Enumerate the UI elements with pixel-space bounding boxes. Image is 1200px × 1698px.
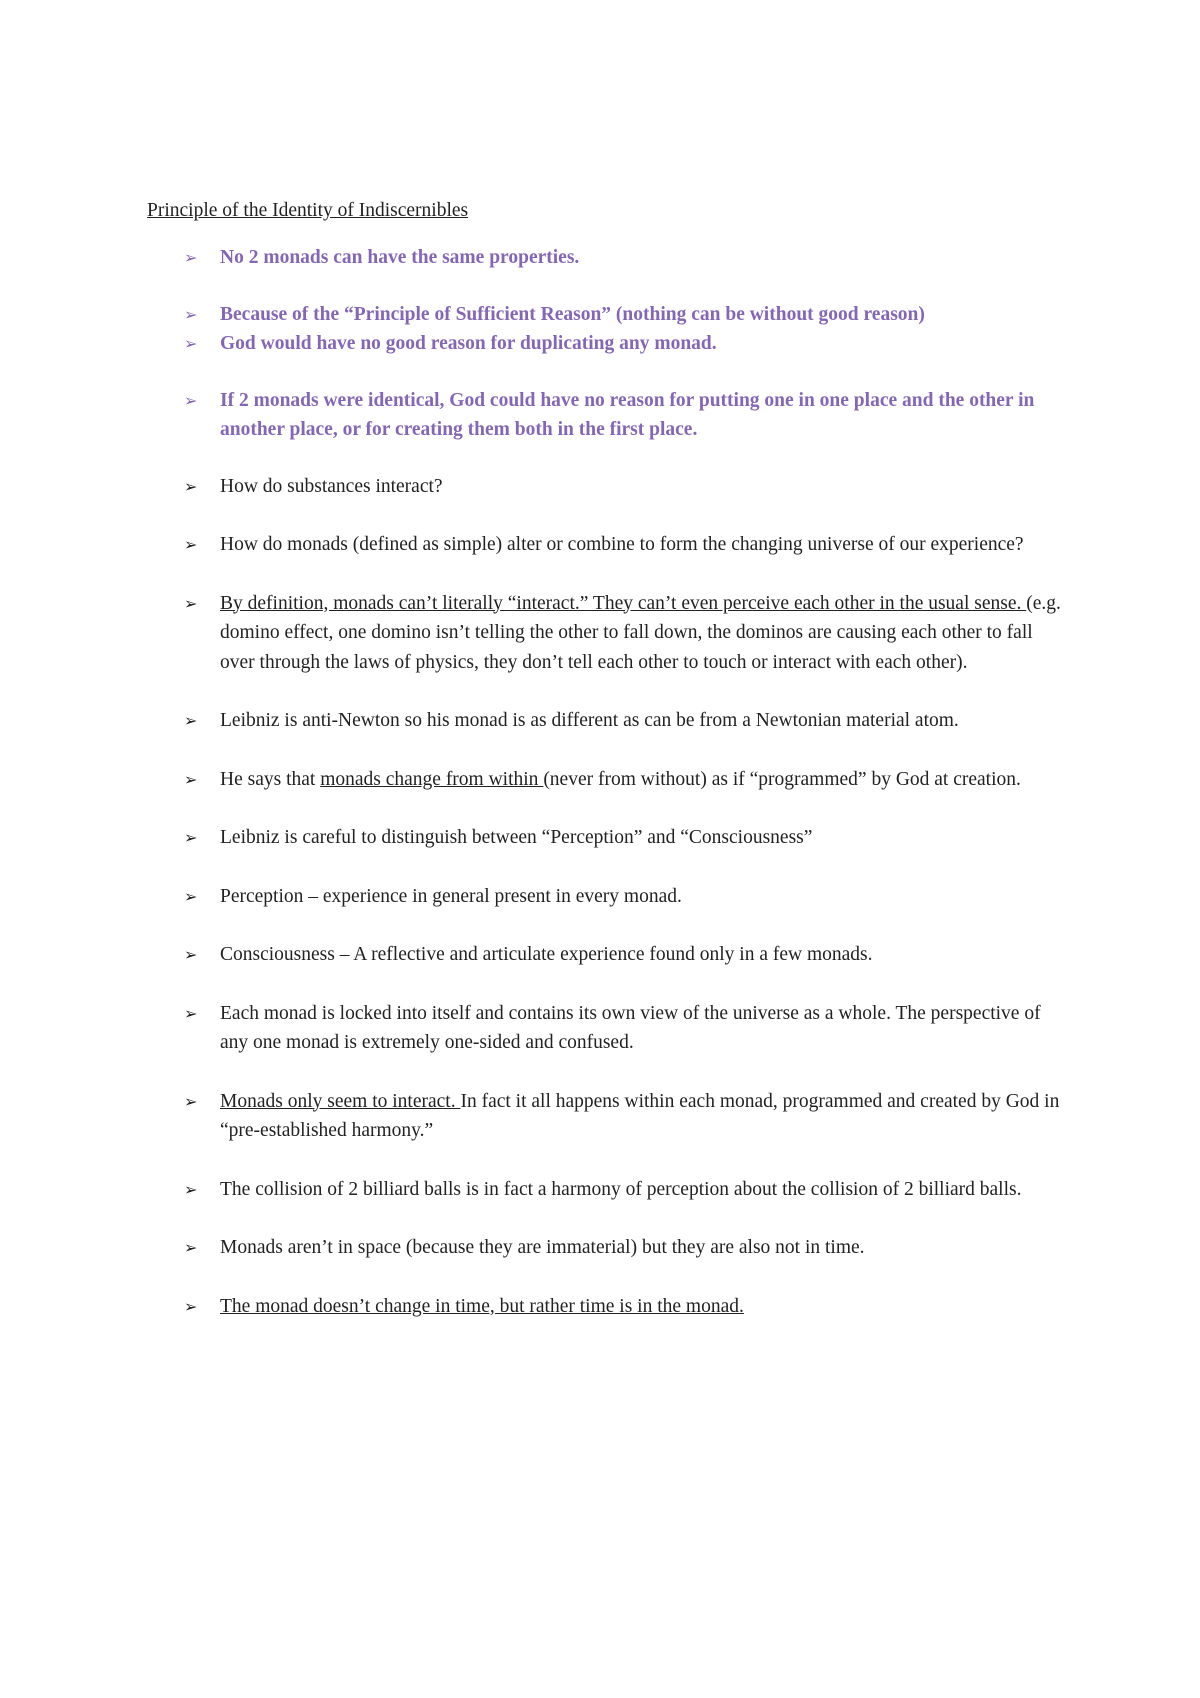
arrow-bullet-icon: ➢ — [184, 334, 198, 353]
list-item-text: How do substances interact? — [220, 475, 443, 497]
list-item — [184, 999, 1064, 1058]
bullet-list — [184, 243, 1064, 1321]
list-item-text: (never from without) as if “programmed” by God at creation. — [543, 768, 1021, 790]
list-item-text: The collision of 2 billiard balls is in fact a harmony of perception about the collision of 2 billiard balls. — [220, 1178, 1022, 1200]
arrow-bullet-icon: ➢ — [184, 1091, 198, 1111]
list-item-text: Perception – experience in general present in every monad. — [220, 885, 682, 907]
arrow-bullet-icon: ➢ — [184, 304, 198, 324]
list-item — [184, 243, 1064, 273]
list-item-text: (e.g. domino effect, one domino isn’t telling the other to fall down, the dominos are causing each other to fall over through the laws of physics, they don’t tell each other to touch or interact with each other). — [220, 592, 1061, 673]
list-item-text: Monads aren’t in space (because they are immaterial) but they are also not in time. — [220, 1237, 865, 1258]
underlined-text: Monads only seem to interact. — [220, 1090, 461, 1112]
document-heading: Principle of the Identity of Indiscernibles — [147, 200, 469, 221]
underlined-text: monads change from within — [320, 768, 544, 790]
list-item — [184, 472, 1064, 502]
arrow-bullet-icon: ➢ — [184, 1179, 198, 1199]
arrow-bullet-icon: ➢ — [184, 1003, 198, 1023]
arrow-bullet-icon: ➢ — [184, 593, 198, 613]
arrow-bullet-icon: ➢ — [184, 945, 198, 964]
arrow-bullet-icon: ➢ — [184, 1238, 198, 1257]
list-item — [184, 386, 1064, 445]
underlined-text: The monad doesn’t change in time, but rather time is in the monad. — [220, 1295, 744, 1317]
arrow-bullet-icon: ➢ — [184, 769, 198, 789]
arrow-bullet-icon: ➢ — [184, 1296, 198, 1316]
underlined-text: By definition, monads can’t literally “interact.” They can’t even perceive each other in the usual sense. — [220, 592, 1027, 614]
arrow-bullet-icon: ➢ — [184, 711, 198, 730]
list-item-text: If 2 monads were identical, God could have no reason for putting one in one place and the other in another place, or for creating them both in the first place. — [220, 389, 1035, 440]
list-item-text: He says that — [220, 768, 321, 790]
list-item — [184, 882, 1064, 912]
list-item-text: Leibniz is careful to distinguish between “Perception” and “Consciousness” — [220, 827, 813, 848]
list-item — [184, 329, 1064, 359]
list-item — [184, 706, 1064, 736]
list-item — [184, 1087, 1064, 1146]
arrow-bullet-icon: ➢ — [184, 886, 198, 906]
list-item-text: God would have no good reason for duplicating any monad. — [220, 333, 717, 354]
list-item — [184, 1233, 1064, 1263]
list-item-text: Each monad is locked into itself and contains its own view of the universe as a whole. The perspective of any one monad is extremely one-sided and confused. — [220, 1002, 1041, 1053]
arrow-bullet-icon: ➢ — [184, 476, 198, 496]
list-item — [184, 530, 1064, 560]
list-item — [184, 940, 1064, 970]
list-item-text: Because of the “Principle of Sufficient Reason” (nothing can be without good reason) — [220, 303, 925, 325]
list-item — [184, 765, 1064, 795]
list-item — [184, 589, 1064, 678]
list-item — [184, 823, 1064, 853]
list-item — [184, 300, 1064, 330]
arrow-bullet-icon: ➢ — [184, 535, 198, 554]
list-item-text: No 2 monads can have the same properties. — [220, 247, 580, 268]
arrow-bullet-icon: ➢ — [184, 390, 198, 410]
list-item-text: How do monads (defined as simple) alter or combine to form the changing universe of our experience? — [220, 534, 1024, 555]
list-item-text: In fact it all happens within each monad, programmed and created by God in “pre-established harmony.” — [220, 1090, 1060, 1141]
arrow-bullet-icon: ➢ — [184, 828, 198, 847]
list-item — [184, 1292, 1064, 1322]
list-item-text: Consciousness – A reflective and articulate experience found only in a few monads. — [220, 944, 873, 965]
list-item — [184, 1175, 1064, 1205]
arrow-bullet-icon: ➢ — [184, 248, 198, 267]
list-item-text: Leibniz is anti-Newton so his monad is as different as can be from a Newtonian material atom. — [220, 710, 959, 731]
